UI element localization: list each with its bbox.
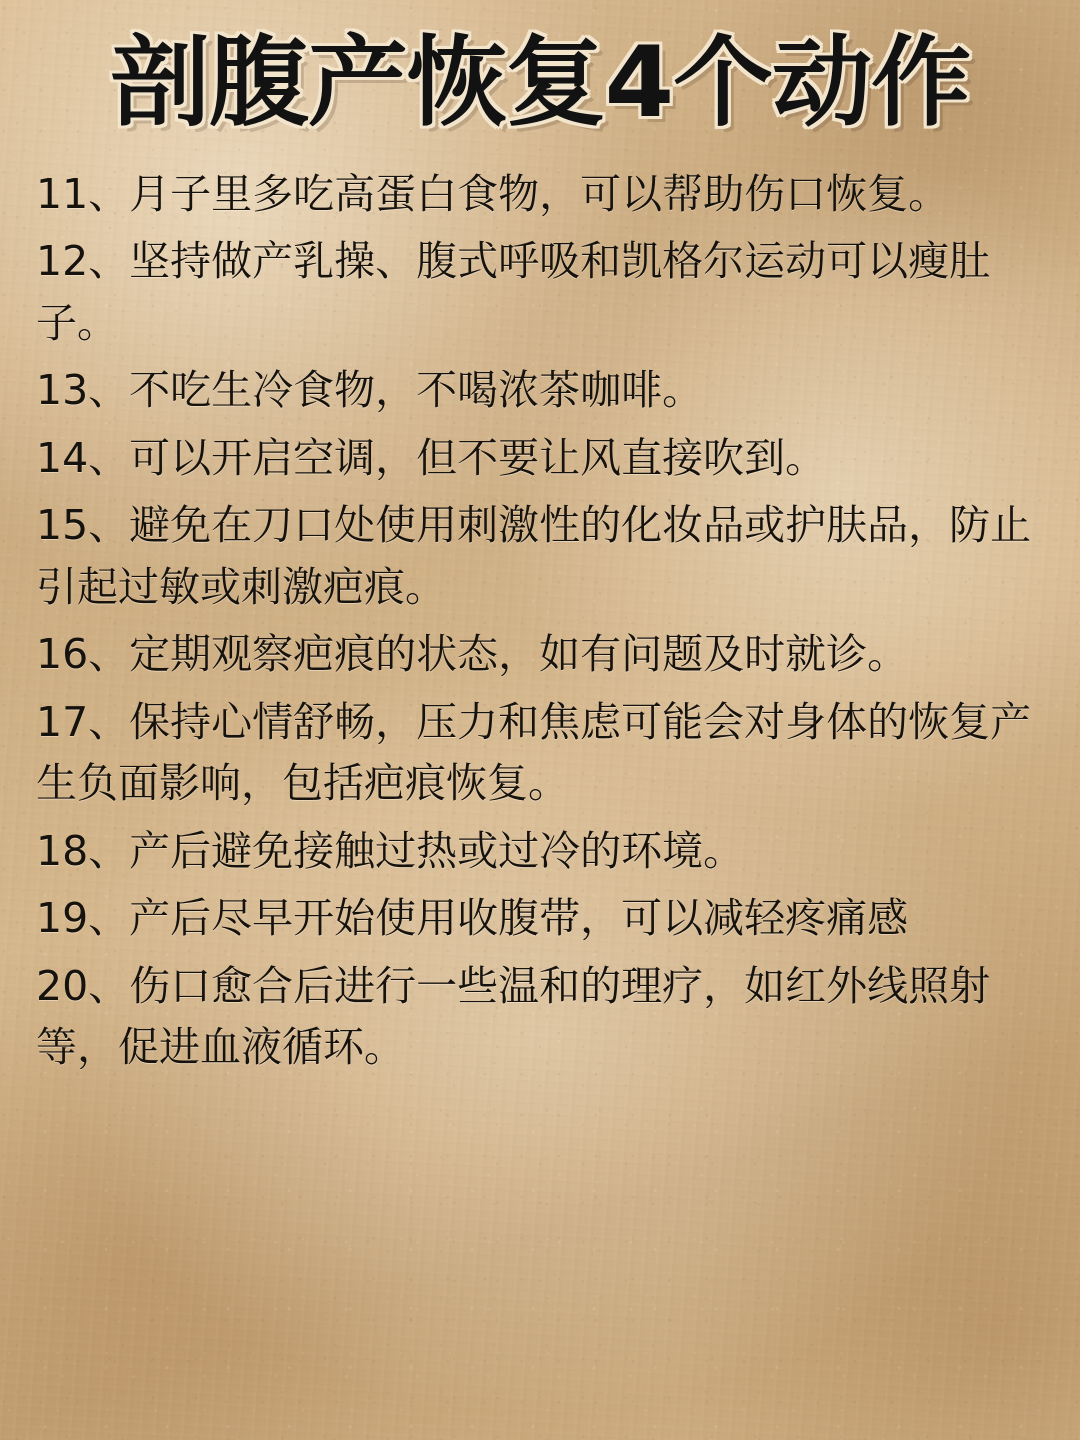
list-item: 14、可以开启空调，但不要让风直接吹到。 bbox=[36, 433, 827, 482]
list-item: 15、避免在刀口处使用刺激性的化妆品或护肤品，防止引起过敏或刺激疤痕。 bbox=[36, 501, 1032, 611]
list-item: 17、保持心情舒畅，压力和焦虑可能会对身体的恢复产生负面影响，包括疤痕恢复。 bbox=[36, 697, 1032, 808]
list-item: 16、定期观察疤痕的状态，如有问题及时就诊。 bbox=[36, 630, 909, 679]
page-title: 剖腹产恢复4个动作 bbox=[109, 26, 971, 140]
list-item: 12、坚持做产乳操、腹式呼吸和凯格尔运动可以瘦肚子。 bbox=[36, 237, 991, 347]
list-item: 13、不吃生冷食物，不喝浓茶咖啡。 bbox=[36, 366, 704, 415]
list-item: 11、月子里多吃高蛋白食物，可以帮助伤口恢复。 bbox=[36, 169, 950, 218]
list-item: 20、伤口愈合后进行一些温和的理疗，如红外线照射等，促进血液循环。 bbox=[36, 961, 991, 1072]
list-item: 19、产后尽早开始使用收腹带，可以减轻疼痛感 bbox=[36, 894, 909, 943]
tips-list bbox=[36, 164, 1044, 1079]
list-item: 18、产后避免接触过热或过冷的环境。 bbox=[36, 826, 745, 875]
